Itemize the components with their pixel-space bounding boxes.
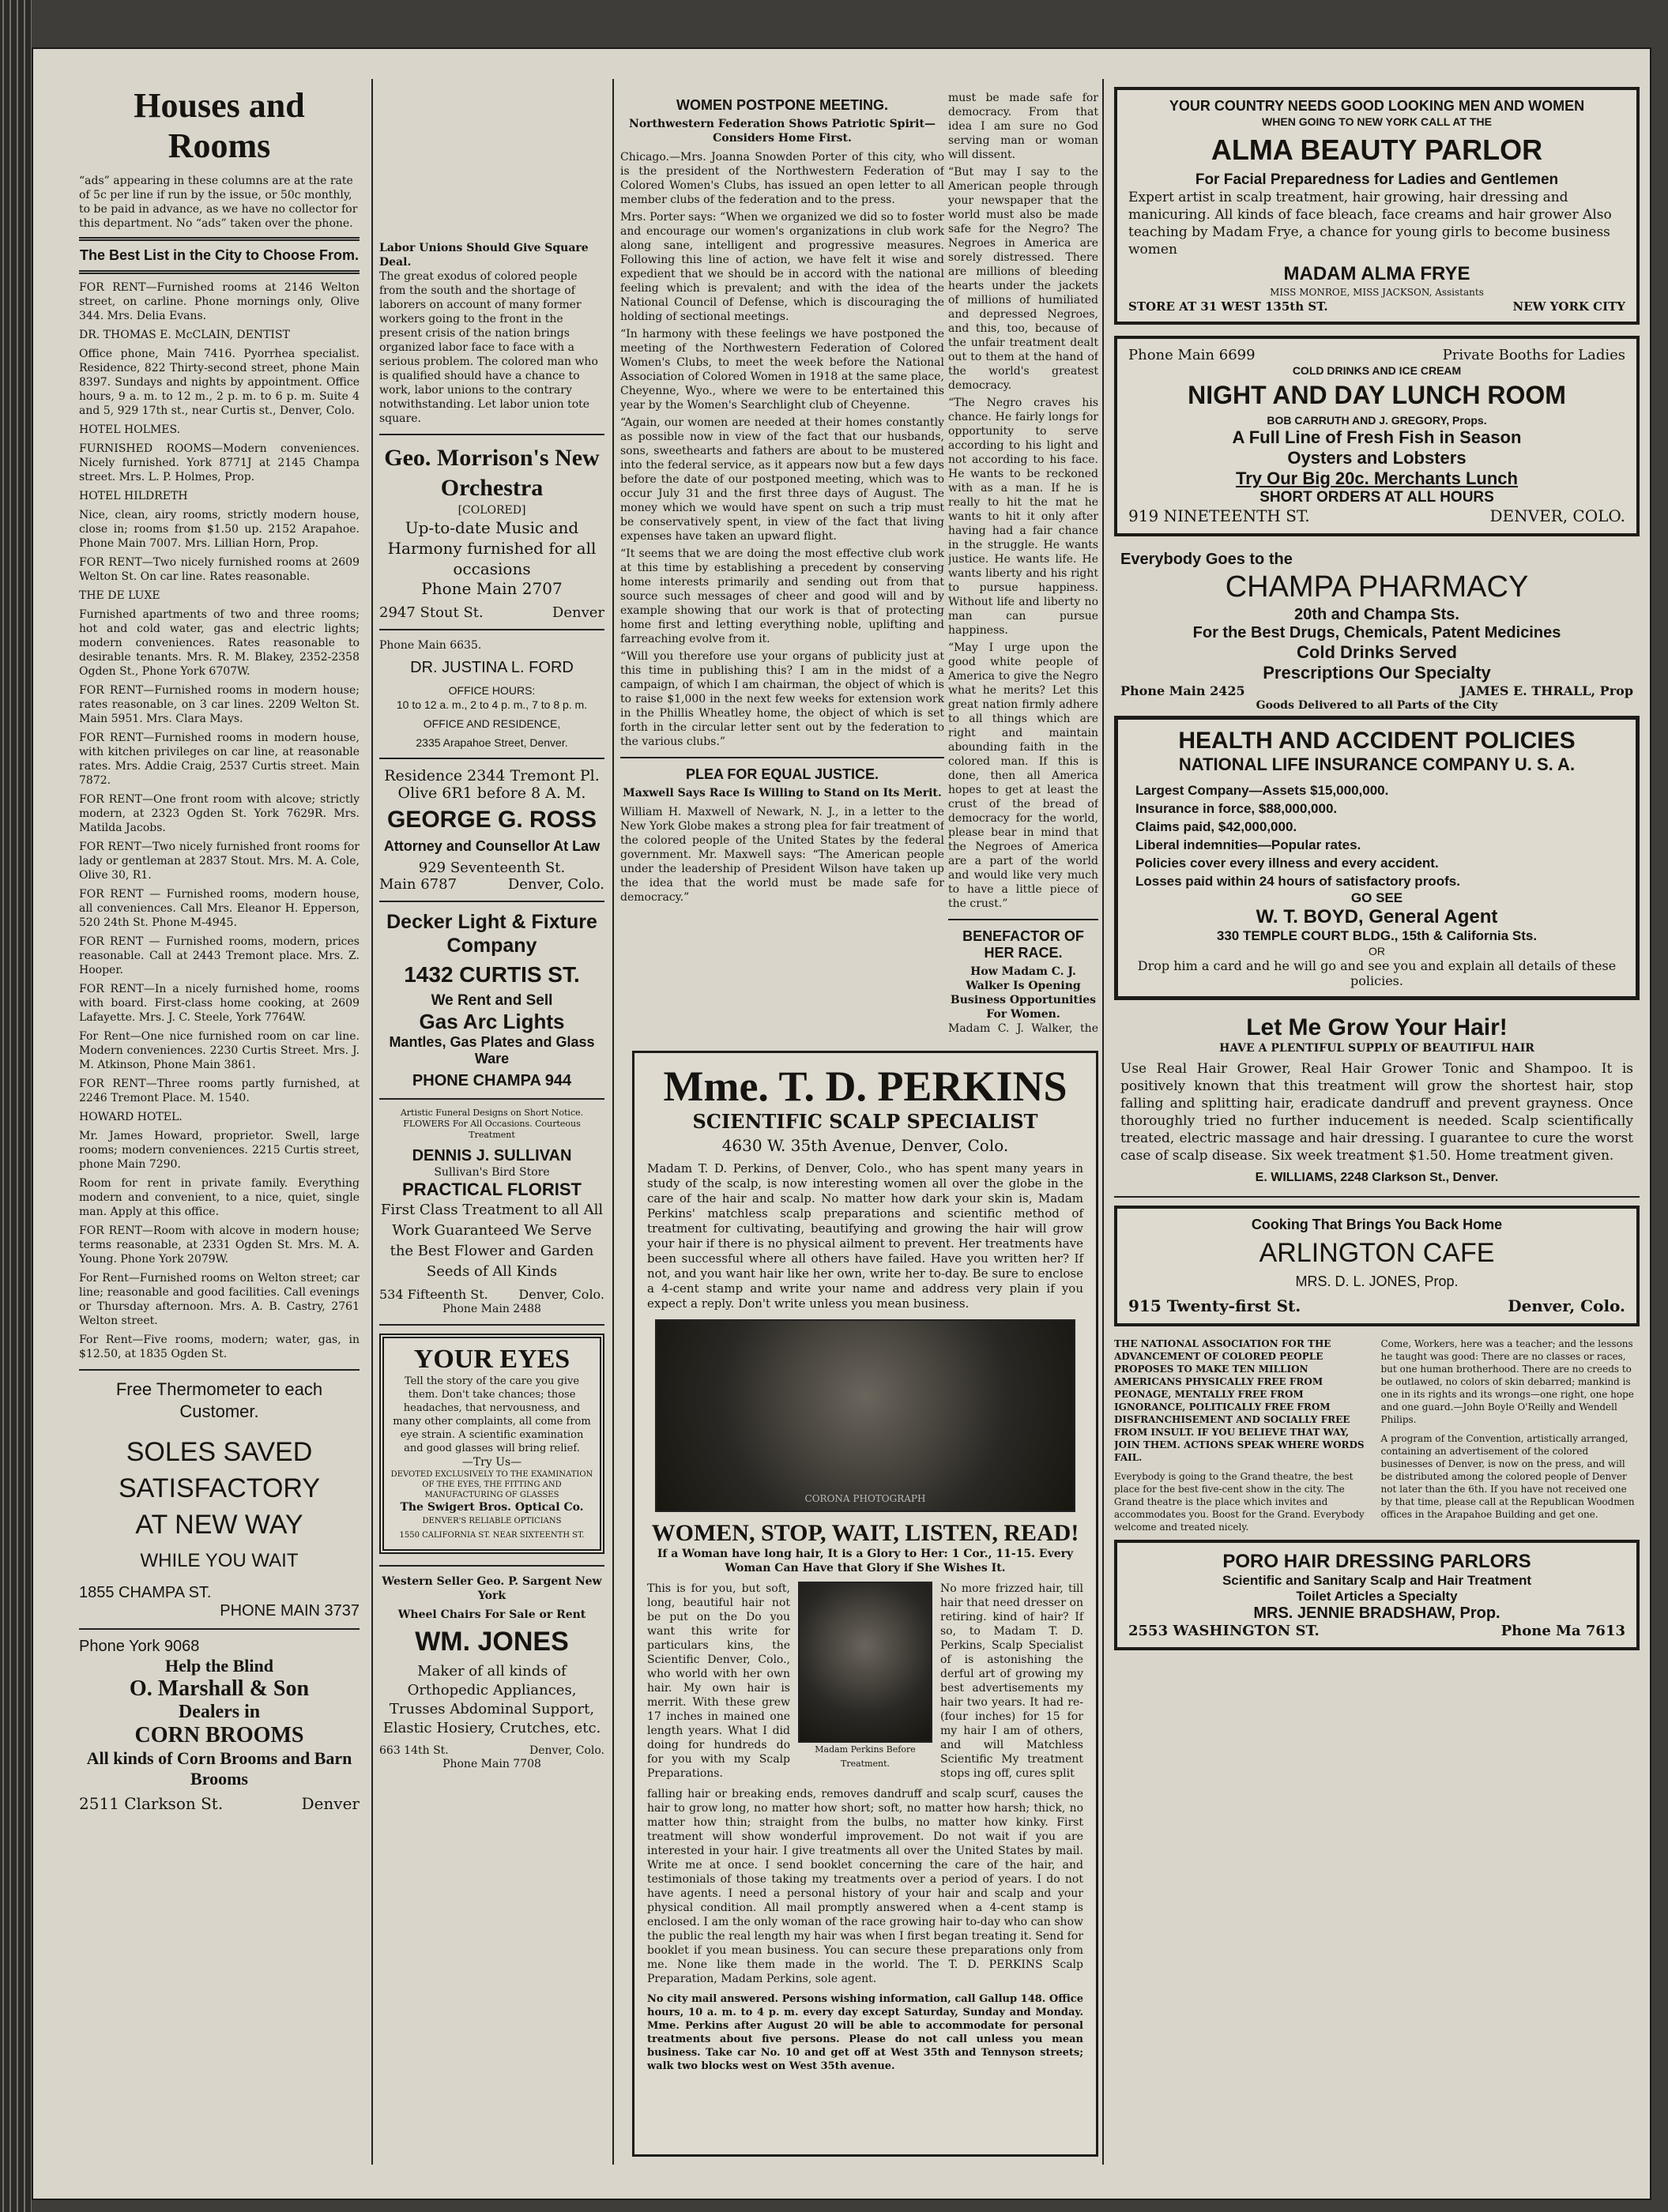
sullivan-store: Sullivan's Bird Store <box>434 1166 550 1179</box>
decker-rent: We Rent and Sell <box>431 992 553 1009</box>
alma-name: MADAM ALMA FRYE <box>1283 263 1470 284</box>
alma-when: WHEN GOING TO NEW YORK CALL AT THE <box>1262 115 1492 128</box>
best-list-heading: The Best List in the City to Choose From. <box>79 247 360 263</box>
lunch-props: BOB CARRUTH AND J. GREGORY, Props. <box>1267 414 1487 427</box>
morrison-title: Geo. Morrison's New Orchestra <box>384 445 600 501</box>
article-paragraph: Madam C. J. Walker, the <box>948 1022 1098 1035</box>
benefactor-subhead: How Madam C. J. Walker Is Opening Business Opportunities For Women. <box>950 965 1097 1021</box>
naacp-notice: THE NATIONAL ASSOCIATION FOR THE ADVANCEMENT OF COLORED PEOPLE PROPOSES TO MAKE TEN MILLION AMERICANS PHYSICALLY FREE FROM PEONAGE, MENTALLY FREE FROM IGNORANCE, POLITICALLY FREE FROM DISFRANCHISEMENT AND SOCIALLY FREE FROM INSULT. IF YOU BELIEVE THAT WAY, JOIN THEM. ACTIONS SPEAK WHERE WORDS FAIL. <box>1114 1338 1365 1463</box>
decker-phone: PHONE CHAMPA 944 <box>412 1072 572 1089</box>
perkins-right-text: No more frizzed hair, till hair that need dresser on retiring. kind of hair? If so, to Madam T. D. Perkins, Scalp Specialist of is astonishing the derful art of growing my best advertisements my hair two years. It had re- (four inches) for 15 for my hair I am of others, and will Matchless Scientific My treatment stops ing off, cures split <box>940 1582 1083 1780</box>
perkins-hair-photo <box>655 1319 1075 1512</box>
morrison-address: 2947 Stout St. <box>379 604 484 621</box>
marshall-kinds: All kinds of Corn Brooms and Barn Brooms <box>86 1748 352 1789</box>
article-paragraph: “It seems that we are doing the most effective club work at this time by establishing a precedent by conserving home interests primarily and sending out from that source such messages of cheer and good will and by example showing that our work is that of protecting home first and letting everything noble, uplifting and farreaching evolve from it. <box>620 547 944 645</box>
ross-title: Attorney and Counsellor At Law <box>383 838 601 854</box>
divider <box>379 1098 604 1100</box>
alma-text: Expert artist in scalp treatment, hair growing, hair dressing and manicuring. All kinds of face bleach, face creams and hair grower Also teaching by Madam Frye, a chance for young girls to become business women <box>1128 190 1612 258</box>
soles-phone: PHONE MAIN 3737 <box>220 1602 360 1620</box>
listing-item: HOWARD HOTEL. <box>79 1111 183 1123</box>
listing-item: FOR RENT—Furnished rooms at 2146 Welton street, on carline. Phone mornings only, Olive 344. Mrs. Delia Evans. <box>79 281 360 322</box>
health-drop: Drop him a card and he will go and see you and explain all details of these policies. <box>1137 958 1617 988</box>
listing-item: FOR RENT—One front room with alcove; strictly modern, at 2323 Ogden St. York 7629R. Mrs. Matilda Jacobs. <box>79 793 360 834</box>
listing-item: FOR RENT—Furnished rooms in modern house, with kitchen privileges on car line, at reasonable rates. Mrs. Addie Craig, 2537 Curtis street. Main 7872. <box>79 732 360 787</box>
listing-item: Mr. James Howard, proprietor. Swell, large rooms; modern conveniences. 2215 Curtis street, phone Main 7290. <box>79 1130 360 1171</box>
decker-mantles: Mantles, Gas Plates and Glass Ware <box>389 1034 595 1066</box>
morrison-city: Denver <box>552 604 604 621</box>
ross-city: Denver, Colo. <box>507 876 604 893</box>
perkins-left-text: This is for you, but soft, long, beautiful hair not be put on the Do you want this write for particulars kins, the Scientific Denver, Colo., who world with her own hair. My own hair is merrit. With these grew 17 inches in mained one length years. What I did doing for hundreds do for you with my Scalp Preparations. <box>647 1582 790 1780</box>
grow-hair-ad <box>1114 1011 1640 1188</box>
convention-notice: A program of the Convention, artistically arranged, containing an advertisement of the colored businesses of Denver, is now on the press, and will be distributed among the colored people of Denver not later than the 6th. If you have not received one by that time, please call at the Republican Woodmen offices in the Arapahoe Building and get one. <box>1380 1433 1635 1520</box>
marshall-name: O. Marshall & Son <box>129 1676 310 1701</box>
column-rule <box>1102 79 1104 2165</box>
lunch-booths: Private Booths for Ladies <box>1442 347 1625 363</box>
equal-justice-continued <box>948 91 1098 911</box>
plea-subhead: Maxwell Says Race Is Willing to Stand on Its Merit. <box>623 787 942 799</box>
marshall-phone: Phone York 9068 <box>79 1638 200 1655</box>
ford-phone: Phone Main 6635. <box>379 639 482 652</box>
jones-text: Maker of all kinds of Orthopedic Appliances, Trusses Abdominal Support, Elastic Hosiery, Crutches, etc. <box>382 1663 601 1736</box>
arlington-cafe-ad <box>1114 1206 1640 1326</box>
perkins-footer: No city mail answered. Persons wishing information, call Gallup 148. Office hours, 10 a. m. to 4 p. m. every day except Saturday, Sunday and Monday. Mme. Perkins after August 20 will be able to accommodate for personal treatments about five persons. Please do not call unless you mean business. Take car No. 10 and get off at West 35th and Tennyson streets; walk two blocks west on West 35th avenue. <box>647 1993 1083 2072</box>
benefactor-article <box>948 1021 1098 1035</box>
ford-ad <box>379 659 604 750</box>
eyes-company: The Swigert Bros. Optical Co. <box>400 1501 584 1514</box>
champa-title: CHAMPA PHARMACY <box>1225 570 1529 604</box>
sullivan-top: Artistic Funeral Designs on Short Notice. FLOWERS For All Occasions. Courteous Treatment <box>400 1108 584 1140</box>
perkins-portrait <box>798 1582 932 1743</box>
divider <box>1114 1196 1640 1198</box>
listing-item: HOTEL HOLMES. <box>79 423 181 436</box>
ross-main: Main 6787 <box>379 876 457 893</box>
sullivan-city: Denver, Colo. <box>518 1287 604 1302</box>
soles-line: SOLES SAVED <box>126 1437 313 1467</box>
divider <box>79 1369 360 1371</box>
grow-title: Let Me Grow Your Hair! <box>1246 1014 1508 1040</box>
listing-item: FOR RENT—Two nicely furnished front rooms for lady or gentleman at 2837 Stout. Mrs. M. A. Cole, Olive 30, R1. <box>79 841 360 882</box>
alma-city: NEW YORK CITY <box>1512 299 1625 314</box>
listing-item: FOR RENT—Three rooms partly furnished, at 2246 Tremont Place. M. 1540. <box>79 1078 360 1104</box>
article-paragraph: “Will you therefore use your organs of publicity just at this time in publishing this? I am in the midst of a campaign, of which I am chairman, the object of which is to raise $1,000 in the next few weeks for extension work in the Phillis Wheatley home, the object of which is set forth in the circular letter sent out by the federation to the various clubs.” <box>620 650 944 748</box>
lunch-top <box>1128 347 1625 363</box>
decker-ad <box>379 910 604 1090</box>
ross-olive: Olive 6R1 before 8 A. M. <box>397 784 586 802</box>
divider <box>620 757 944 758</box>
ford-hours: 10 to 12 a. m., 2 to 4 p. m., 7 to 8 p. m. <box>396 698 588 711</box>
marshall-address: 2511 Clarkson St. <box>79 1794 224 1813</box>
jones-address: 663 14th St. <box>379 1744 449 1757</box>
health-see: GO SEE <box>1350 890 1403 905</box>
perkins-middle <box>647 1582 1083 1787</box>
decker-gas: Gas Arc Lights <box>419 1010 565 1033</box>
lunch-oysters: Oysters and Lobsters <box>1287 448 1467 468</box>
health-line: Policies cover every illness and every accident. <box>1135 856 1439 871</box>
champa-address: 20th and Champa Sts. <box>1294 606 1459 623</box>
theatre-notice: Everybody is going to the Grand theatre, the best place for the best five-cent show in the city. The Grand theatre is the place which invites and accommodates you. Boost for the Grand. Everybody welcome and treated nicely. <box>1114 1471 1365 1533</box>
champa-cold: Cold Drinks Served <box>1297 642 1457 662</box>
article-paragraph: “The Negro craves his chance. He fairly longs for opportunity to serve according to his light and not according to his face. He wants to be reckoned with as a man. If he is really to hit the mat he wants to hit it only after having had a fair chance in the struggle. He wants justice. He wants life. He wants liberty and his right to pursue happiness. Without life and liberty no man can pursue happiness. <box>948 397 1098 637</box>
sullivan-address: 534 Fifteenth St. <box>379 1287 488 1302</box>
ross-residence: Residence 2344 Tremont Pl. <box>384 767 600 784</box>
poro-name: MRS. JENNIE BRADSHAW, Prop. <box>1253 1604 1500 1622</box>
jones-agent: Western Seller Geo. P. Sargent New York <box>382 1575 602 1602</box>
poro-address: 2553 WASHINGTON ST. <box>1128 1623 1320 1639</box>
column-ads-left <box>379 241 604 2204</box>
notices-block <box>1114 1337 1640 1540</box>
divider <box>79 270 360 274</box>
ford-address: 2335 Arapahoe Street, Denver. <box>416 736 568 749</box>
lunch-fish: A Full Line of Fresh Fish in Season <box>1232 427 1522 447</box>
article-paragraph: “May I urge upon the good white people of America to give the Negro what he merits? Let this great nation firmly adhere to all things which are right and maintain abounding faith in the colored man. If this is done, then all America hopes to get at least the crust of the bread of democracy for the world, please bear in mind that the Negroes of America are a part of the world and would like very much to have a little piece of the crust.” <box>948 641 1098 910</box>
soles-line: WHILE YOU WAIT <box>140 1550 299 1571</box>
perkins-headline: WOMEN, STOP, WAIT, LISTEN, READ! <box>651 1520 1079 1546</box>
eyes-devoted: DEVOTED EXCLUSIVELY TO THE EXAMINATION OF THE EYES, THE FITTING AND MANUFACTURING OF GLASSES <box>390 1470 593 1499</box>
article-paragraph: “In harmony with these feelings we have postponed the meeting of the Northwestern Federation of Colored Women's Clubs, to meet the week before the National Association of Colored Women in 1918 at the same place, Cheyenne, Wyo., where we were to be entertained this year by the Women's Searchlight club of Cheyenne. <box>620 328 944 412</box>
health-line: Losses paid within 24 hours of satisfactory proofs. <box>1135 874 1460 889</box>
health-line: Claims paid, $42,000,000. <box>1135 819 1297 834</box>
arlington-prop: MRS. D. L. JONES, Prop. <box>1295 1273 1459 1289</box>
lunch-title: NIGHT AND DAY LUNCH ROOM <box>1188 381 1566 409</box>
health-address: 330 TEMPLE COURT BLDG., 15th & California Sts. <box>1216 928 1538 943</box>
morrison-ad <box>379 443 604 621</box>
arlington-title: ARLINGTON CAFE <box>1259 1238 1495 1268</box>
sullivan-ad <box>379 1108 604 1316</box>
divider <box>379 629 604 630</box>
workers-quote: Come, Workers, here was a teacher; and the lessons he taught was good: There are no classes or races, but one human brotherhood. There are no creeds to be outlawed, no colors of skin debarred; mankind is one in its rights and its wrongs—one right, one hope and one guard.—John Boyle O'Reilly and Wendell Philips. <box>1380 1338 1634 1425</box>
jones-footer <box>379 1744 604 1757</box>
listing-item: For Rent—Furnished rooms on Welton street; car line; reasonable and good facilities. Call evenings or Thursday afternoon. Mrs. A. B. Castry, 2761 Welton street. <box>79 1272 360 1327</box>
lunch-try: Try Our Big 20c. Merchants Lunch <box>1236 468 1518 488</box>
women-subhead: Northwestern Federation Shows Patriotic Spirit—Considers Home First. <box>629 118 936 145</box>
photo-caption: CORONA PHOTOGRAPH <box>804 1493 926 1504</box>
listing-item: Furnished apartments of two and three rooms; hot and cold water, gas and electric lights; modern conveniences. Rates reasonable to desirable tenants. Mrs. R. M. Blakey, 2352-2358 Ogden St., Phone York 6707W. <box>79 608 360 678</box>
divider <box>379 434 604 435</box>
divider <box>379 901 604 902</box>
plea-heading: PLEA FOR EQUAL JUSTICE. <box>685 766 879 782</box>
thermometer-offer: Free Thermometer to each Customer. <box>115 1379 323 1421</box>
listing-item: FOR RENT—Two nicely furnished rooms at 2609 Welton St. On car line. Rates reasonable. <box>79 556 360 583</box>
soles-line: SATISFACTORY <box>118 1473 321 1503</box>
lunch-short: SHORT ORDERS AT ALL HOURS <box>1259 489 1494 506</box>
sullivan-text: First Class Treatment to all All Work Guaranteed We Serve the Best Flower and Garden Seeds of All Kinds <box>380 1202 604 1280</box>
poro-title: PORO HAIR DRESSING PARLORS <box>1222 1551 1531 1572</box>
eyes-ad <box>379 1334 604 1554</box>
health-insurance-ad <box>1114 716 1640 1000</box>
listing-item: FURNISHED ROOMS—Modern conveniences. Nicely furnished. York 8771J at 2145 Champa street. Mrs. L. P. Holmes, Prop. <box>79 442 360 483</box>
perkins-intro: Madam T. D. Perkins, of Denver, Colo., who has spent many years in study of the scalp, is now interesting women all over the globe in the care of the hair and scalp. No matter how dark your skin is, Madam Perkins' matchless scalp preparations and scientific method of treatment for cultivating, beautifying and growing the hair will grow your hair if there is no physical ailment to prevent. Her treatments have been successful where all others have failed. Have you written her? If not, and you want hair like her own, write her to-day. Be sure to enclose a 4-cent stamp and write your name and address very plain if you expect a reply. Don't write unless you mean business. <box>647 1161 1083 1311</box>
champa-goods: Goods Delivered to all Parts of the City <box>1256 699 1498 712</box>
perkins-ad <box>632 1051 1098 2157</box>
poro-footer <box>1128 1623 1625 1639</box>
article-paragraph: Chicago.—Mrs. Joanna Snowden Porter of this city, who is the president of the Northwestern Federation of Colored Women's Clubs, has issued an open letter to all member clubs of the federation and to the press. <box>620 151 944 206</box>
champa-prop: JAMES E. THRALL, Prop <box>1459 683 1633 698</box>
listings <box>79 280 360 1361</box>
arlington-top: Cooking That Brings You Back Home <box>1251 1217 1503 1232</box>
marshall-help: Help the Blind <box>165 1656 273 1676</box>
champa-phone: Phone Main 2425 <box>1120 683 1245 698</box>
divider <box>79 237 360 241</box>
listing-item: DR. THOMAS E. McCLAIN, DENTIST <box>79 329 290 341</box>
listing-item: FOR RENT—In a nicely furnished home, rooms with board. First-class home cooking, at 2609 Lafayette. Mrs. J. C. Steele, York 7764W. <box>79 983 360 1024</box>
sullivan-footer <box>379 1287 604 1302</box>
morrison-sub: [COLORED] <box>457 504 526 517</box>
ross-ad <box>379 767 604 893</box>
grow-text: Use Real Hair Grower, Real Hair Grower Tonic and Shampoo. It is positively known that this treatment will grow the shortest hair, stop falling and splitting hair, eradicate dandruff and prevent grayness. Once thoroughly tried no further inducement is needed. Scalp scientifically treated, electric massage and hair dressing. I guarantee to cure the worst case of scalp disease. Six week treatment $1.50. Home treatment given. <box>1120 1061 1633 1164</box>
lunch-room-ad <box>1114 336 1640 536</box>
health-line: Insurance in force, $88,000,000. <box>1135 801 1338 816</box>
column-houses-rooms <box>79 79 360 2204</box>
sullivan-name: DENNIS J. SULLIVAN <box>412 1147 572 1164</box>
microfilm-edge <box>0 0 32 2212</box>
marshall-footer <box>79 1794 360 1813</box>
ross-name: GEORGE G. ROSS <box>386 807 597 833</box>
listing-item: FOR RENT—Furnished rooms in modern house; rates reasonable, on 3 car lines. 2209 Welton St. Main 5951. Mrs. Clara Mays. <box>79 684 360 725</box>
perkins-address: 4630 W. 35th Avenue, Denver, Colo. <box>721 1136 1009 1155</box>
divider <box>79 1628 360 1630</box>
champa-footer <box>1120 683 1633 698</box>
alma-title: ALMA BEAUTY PARLOR <box>1211 134 1543 166</box>
article-paragraph: “Again, our women are needed at their homes constantly as possible now in view of the fact that our husbands, sons, sweethearts and fathers are about to be mustered into the federal service, as it appears now but a few days before the date of our postponed meeting, which was to occur July 31 and the first three days of August. The money which we would have spent on such a trip must be conservatively spent, in view of the fact that living expenses have taken an upward flight. <box>620 416 944 543</box>
arlington-address: 915 Twenty-first St. <box>1128 1296 1301 1315</box>
lunch-phone: Phone Main 6699 <box>1128 347 1256 363</box>
grow-subtitle: HAVE A PLENTIFUL SUPPLY OF BEAUTIFUL HAIR <box>1219 1042 1534 1055</box>
ross-address: 929 Seventeenth St. <box>418 860 566 876</box>
jones-chairs: Wheel Chairs For Sale or Rent <box>397 1608 586 1621</box>
soles-address: 1855 CHAMPA ST. <box>79 1584 212 1601</box>
women-article <box>620 150 944 749</box>
decker-address: 1432 CURTIS ST. <box>404 962 580 987</box>
morrison-phone: Phone Main 2707 <box>421 579 563 598</box>
marshall-city: Denver <box>301 1794 360 1813</box>
jones-name: WM. JONES <box>415 1627 569 1657</box>
alma-footer <box>1128 299 1625 314</box>
listing-item: FOR RENT—Room with alcove in modern house; terms reasonable, at 2331 Ogden St. Mrs. M. A. Young. Phone York 2079W. <box>79 1224 360 1266</box>
ford-name: DR. JUSTINA L. FORD <box>410 659 574 676</box>
article-paragraph: must be made safe for democracy. From that idea I am sure no God serving man or woman will dissent. <box>948 92 1098 161</box>
arlington-city: Denver, Colo. <box>1508 1296 1625 1315</box>
listing-item: For Rent—One nice furnished room on car line. Modern conveniences. 2230 Curtis Street. Mrs. J. M. Atkinson, Phone Main 3861. <box>79 1030 360 1071</box>
poro-toilet: Toilet Articles a Specialty <box>1296 1589 1458 1604</box>
health-company: NATIONAL LIFE INSURANCE COMPANY U. S. A. <box>1178 754 1576 774</box>
health-or: OR <box>1369 945 1385 957</box>
marshall-dealers: Dealers in <box>178 1702 261 1722</box>
divider <box>379 1324 604 1326</box>
article-paragraph: Mrs. Porter says: “When we organized we did so to foster and encourage our women's organizations in club work along sane, intelligent and progressive measures. Following this line of action, we have felt it wise and expedient that we should be in accord with the national feeling which is prevalent; and with the idea of the National Council of Defense, which is discouraging the holding of sectional meetings. <box>620 211 944 323</box>
listing-item: THE DE LUXE <box>79 589 160 602</box>
eyes-sub: DENVER'S RELIABLE OPTICIANS <box>422 1517 562 1525</box>
marshall-ad <box>79 1638 360 1813</box>
health-lines <box>1135 781 1625 890</box>
champa-pharmacy-ad <box>1114 547 1640 716</box>
lunch-cold: COLD DRINKS AND ICE CREAM <box>1292 364 1462 377</box>
plea-text: William H. Maxwell of Newark, N. J., in a letter to the New York Globe makes a strong plea for fair treatment of the colored people of the United States by the federal government. Mr. Maxwell says: “The American people under the leadership of President Wilson have taken up the idea that the world must be made safe for democracy.” <box>620 806 944 904</box>
health-line: Liberal indemnities—Popular rates. <box>1135 837 1361 852</box>
column-ads-right <box>1114 87 1640 2141</box>
perkins-body: falling hair or breaking ends, removes dandruff and scalp scurf, causes the hair to grow long, no matter how short; soft, no matter how harsh; thick, no matter how thin; straight from the bulbs, no matter how kinky. First treatment will show wonderful improvement. Do not wait if you are interested in your hair. I give treatments all over the United States by mail. Write me at once. I send booklet concerning the care of the hair, and testimonials of those taking my treatments over a period of years. I do not have agents. I need a personal history of your hair and scalp and your physical condition. All mail promptly answered when a 4-cent stamp is enclosed. I am the only woman of the race growing hair to-day who can show the public the real length my hair was when I first began treating it. Send for booklet if you mean business. You can secure these preparations only from me. None like them made in the world. The T. D. PERKINS Scalp Preparation, Madam Perkins, sole agent. <box>647 1788 1083 1985</box>
jones-phone: Phone Main 7708 <box>442 1758 541 1770</box>
column-news-right <box>948 91 1098 1035</box>
alma-top: YOUR COUNTRY NEEDS GOOD LOOKING MEN AND WOMEN <box>1169 98 1585 114</box>
eyes-text: Tell the story of the care you give them. Don't take chances; those headaches, that nervousness, and many other complaints, all come from eye strain. A scientific examination and good glasses will bring relief. <box>393 1375 591 1454</box>
poro-phone: Phone Ma 7613 <box>1500 1623 1625 1639</box>
ross-footer <box>379 876 604 893</box>
alma-store: STORE AT 31 WEST 135th ST. <box>1128 299 1328 314</box>
article-paragraph: “But may I say to the American people through your newspaper that the world must also be made safe for the Negro? The Negroes in America are sorely distressed. There are millions of bleeding hearts under the jackets of millions of humiliated and depressed Negroes, and this, too, because of the unfair treatment dealt out to them at the hand of the world's greatest democracy. <box>948 166 1098 392</box>
perkins-verse: If a Woman have long hair, It is a Glory to Her: 1 Cor., 11-15. Every Woman Can Have that Glory if She Wishes It. <box>657 1548 1074 1574</box>
listing-item: HOTEL HILDRETH <box>79 490 188 502</box>
listing-item: Nice, clean, airy rooms, strictly modern house, close in; rooms from $1.50 up. 2152 Arapahoe. Phone Main 7007. Mrs. Lillian Horn, Prop. <box>79 509 360 550</box>
perkins-subtitle: SCIENTIFIC SCALP SPECIALIST <box>692 1110 1038 1133</box>
divider <box>379 1565 604 1567</box>
women-heading: WOMEN POSTPONE MEETING. <box>676 97 888 113</box>
eyes-title: YOUR EYES <box>413 1345 570 1374</box>
jones-ad <box>379 1574 604 1771</box>
section-title: Houses and Rooms <box>134 86 305 165</box>
labor-heading: Labor Unions Should Give Square Deal. <box>379 242 589 269</box>
health-line: Largest Company—Assets $15,000,000. <box>1135 783 1389 798</box>
sullivan-phone: Phone Main 2488 <box>442 1303 541 1315</box>
poro-subtitle: Scientific and Sanitary Scalp and Hair Treatment <box>1222 1573 1532 1588</box>
lunch-footer <box>1128 506 1625 525</box>
perkins-title: Mme. T. D. PERKINS <box>663 1063 1067 1110</box>
grow-name: E. WILLIAMS, 2248 Clarkson St., Denver. <box>1255 1171 1499 1184</box>
alma-assistants: MISS MONROE, MISS JACKSON, Assistants <box>1270 287 1484 298</box>
eyes-address: 1550 CALIFORNIA ST. NEAR SIXTEENTH ST. <box>399 1531 585 1540</box>
arlington-footer <box>1128 1296 1625 1315</box>
soles-saved-ad <box>79 1434 360 1579</box>
champa-top: Everybody Goes to the <box>1120 551 1293 568</box>
jones-city: Denver, Colo. <box>529 1744 604 1757</box>
intro-text: “ads” appearing in these columns are at the rate of 5c per line if run by the issue, or 50c monthly, to be paid in advance, as we have no collector for this department. No “ads” taken over the phone. <box>79 175 358 230</box>
health-agent: W. T. BOYD, General Agent <box>1256 906 1498 927</box>
listing-item: FOR RENT — Furnished rooms, modern, prices reasonable. Call at 2443 Tremont place. Mrs. Z. Hooper. <box>79 935 360 976</box>
alma-sub: For Facial Preparedness for Ladies and Gentlemen <box>1195 171 1559 188</box>
column-rule <box>371 79 373 2165</box>
perkins-photo-block <box>798 1582 932 1787</box>
ford-residence: OFFICE AND RESIDENCE, <box>423 717 561 730</box>
labor-text: The great exodus of colored people from the south and the shortage of laborers on account of many former workers going to the front in the present crisis of the nation brings organized labor face to face with a serious problem. The colored man who is qualified should have a chance to work, labor unions to the contrary notwithstanding. Let labor union tote square. <box>379 270 598 425</box>
eyes-try: —Try Us— <box>461 1456 522 1469</box>
listing-item: For Rent—Five rooms, modern; water, gas, in $12.50, at 1835 Ogden St. <box>79 1334 360 1360</box>
divider <box>379 758 604 759</box>
listing-item: FOR RENT — Furnished rooms, modern house, all conveniences. Call Mrs. Eleanor H. Epperson, 520 24th St. Phone M-4945. <box>79 888 360 929</box>
marshall-brooms: CORN BROOMS <box>134 1723 304 1747</box>
alma-ad <box>1114 87 1640 325</box>
listing-item: Office phone, Main 7416. Pyorrhea specialist. Residence, 822 Thirty-second street, phone Main 8397. Sundays and nights by appointment. Office hours, 9 a. m. to 12 m., 2 p. m. to 6 p. m. Suite 4 and 5, 929 17th st., near Curtis st., Denver, Colo. <box>79 348 360 417</box>
ford-hours-label: OFFICE HOURS: <box>448 684 536 697</box>
lunch-address: 919 NINETEENTH ST. <box>1128 506 1310 525</box>
poro-ad <box>1114 1540 1640 1650</box>
column-news-center-left <box>620 91 944 1035</box>
benefactor-heading: BENEFACTOR OF HER RACE. <box>962 928 1084 961</box>
perkins-photo-caption: Madam Perkins Before Treatment. <box>815 1744 916 1769</box>
morrison-text: Up-to-date Music and Harmony furnished for all occasions <box>387 518 597 578</box>
sullivan-florist: PRACTICAL FLORIST <box>402 1179 582 1199</box>
morrison-footer <box>379 604 604 621</box>
champa-best: For the Best Drugs, Chemicals, Patent Medicines <box>1192 624 1561 641</box>
health-title: HEALTH AND ACCIDENT POLICIES <box>1178 728 1576 754</box>
champa-prescriptions: Prescriptions Our Specialty <box>1263 663 1491 683</box>
listing-item: Room for rent in private family. Everything modern and convenient, to a nice, quiet, single man. Apply at this office. <box>79 1177 360 1218</box>
decker-title: Decker Light & Fixture Company <box>386 911 597 957</box>
lunch-city: DENVER, COLO. <box>1489 506 1625 525</box>
column-rule <box>612 79 614 2165</box>
divider <box>948 919 1098 920</box>
soles-line: AT NEW WAY <box>135 1510 303 1540</box>
